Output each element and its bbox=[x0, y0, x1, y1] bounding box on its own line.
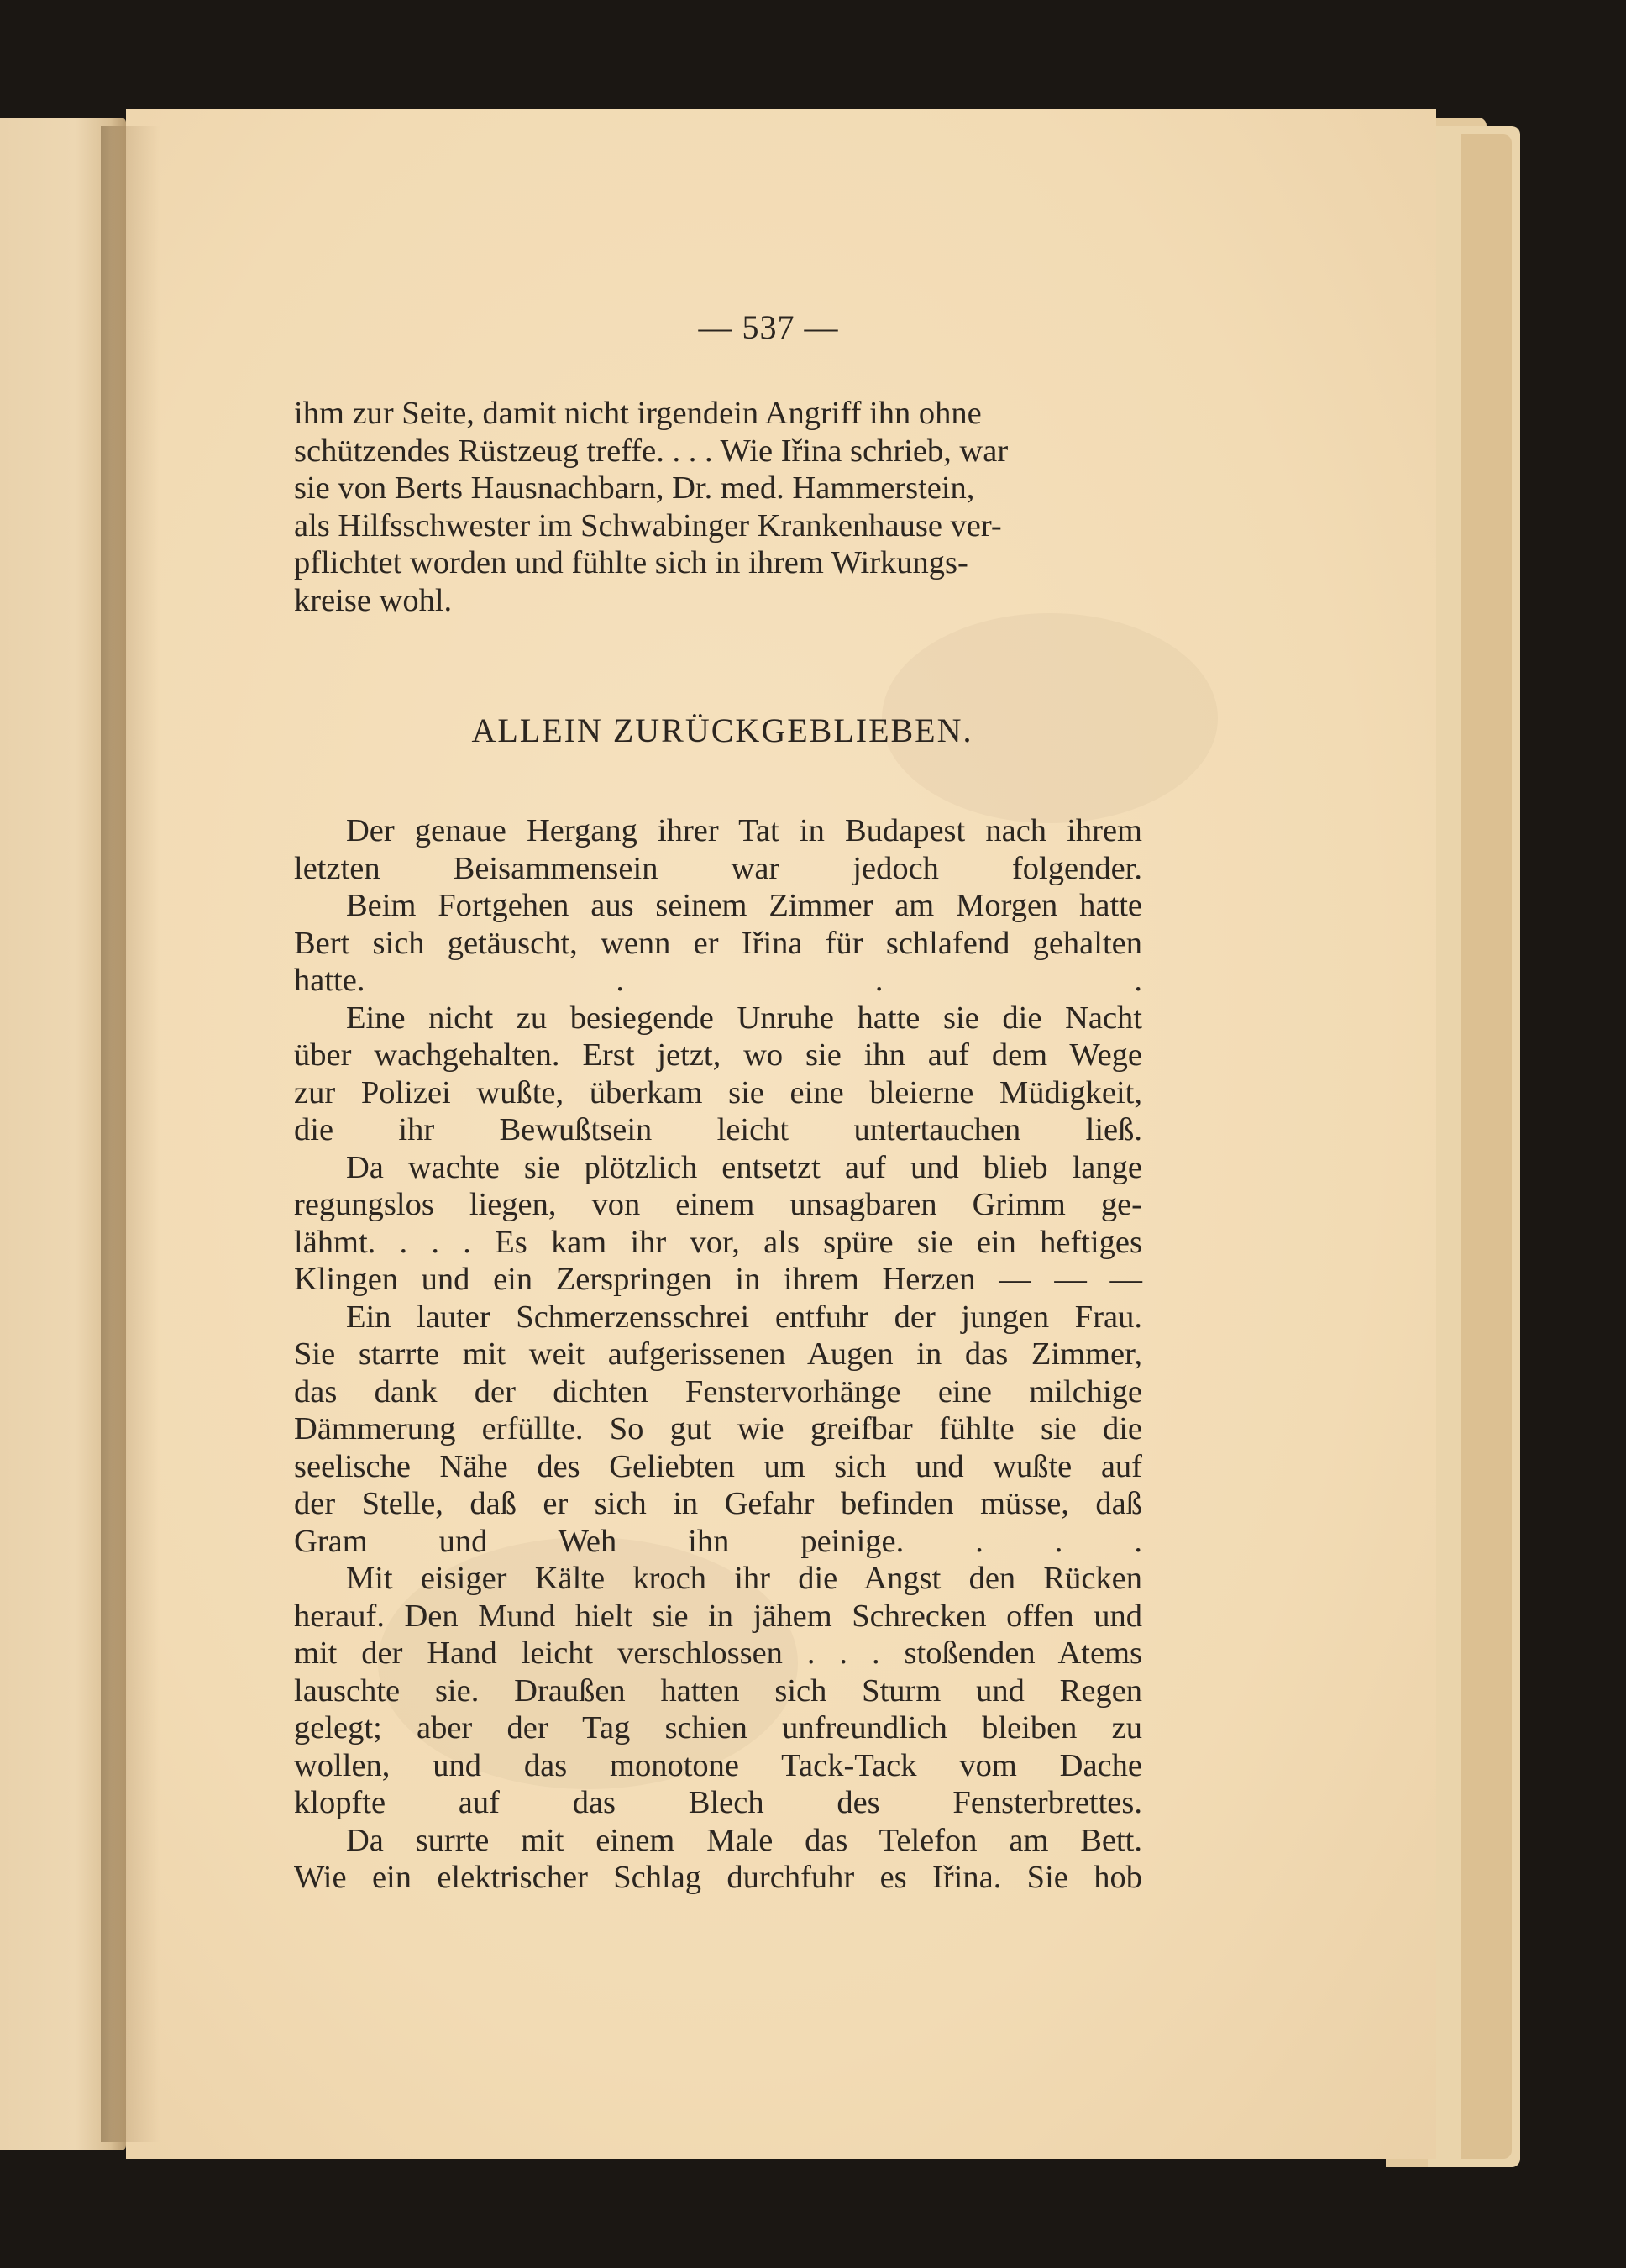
text-line: zur Polizei wußte, überkam sie eine bleierne Müdigkeit, bbox=[294, 1074, 1142, 1110]
text-line: Mit eisiger Kälte kroch ihr die Angst den Rücken bbox=[346, 1561, 1142, 1596]
text-line: schützendes Rüstzeug treffe. . . . Wie Iřina schrieb, war bbox=[294, 433, 1009, 469]
text-line: klopfte auf das Blech des Fensterbrettes. bbox=[294, 1785, 1142, 1820]
paragraph bbox=[294, 1299, 1142, 1561]
text-line: pflichtet worden und fühlte sich in ihrem Wirkungs- bbox=[294, 545, 968, 580]
text-line: Der genaue Hergang ihrer Tat in Budapest nach ihrem bbox=[346, 813, 1142, 848]
text-line: über wachgehalten. Erst jetzt, wo sie ihn auf dem Wege bbox=[294, 1037, 1142, 1073]
text-line: hatte. . . . bbox=[294, 963, 1142, 998]
page-stack-edge bbox=[1461, 134, 1512, 2159]
text-line: Da wachte sie plötzlich entsetzt auf und blieb lange bbox=[346, 1149, 1142, 1185]
text-block bbox=[294, 302, 1142, 1897]
paragraph-group-2 bbox=[294, 812, 1142, 1897]
text-line: Klingen und ein Zerspringen in ihrem Herzen — — — bbox=[294, 1262, 1142, 1297]
paragraph bbox=[294, 1822, 1142, 1897]
page-number: — 537 — bbox=[698, 308, 839, 346]
paragraph bbox=[294, 1000, 1142, 1149]
paragraph bbox=[294, 395, 1142, 619]
paragraph bbox=[294, 1560, 1142, 1822]
text-line: Gram und Weh ihn peinige. . . . bbox=[294, 1523, 1142, 1559]
text-line: als Hilfsschwester im Schwabinger Krankenhause ver- bbox=[294, 507, 1002, 543]
chapter-heading: ALLEIN ZURÜCKGEBLIEBEN. bbox=[471, 711, 973, 749]
text-line: die ihr Bewußtsein leicht untertauchen ließ. bbox=[294, 1112, 1142, 1147]
text-line: seelische Nähe des Geliebten um sich und wußte auf bbox=[294, 1448, 1142, 1484]
text-line: regungslos liegen, von einem unsagbaren Grimm ge- bbox=[294, 1187, 1142, 1222]
text-line: sie von Berts Hausnachbarn, Dr. med. Hammerstein, bbox=[294, 470, 975, 506]
text-line: Da surrte mit einem Male das Telefon am Bett. bbox=[346, 1822, 1142, 1858]
text-line: der Stelle, daß er sich in Gefahr befinden müsse, daß bbox=[294, 1486, 1142, 1521]
text-line: Bert sich getäuscht, wenn er Iřina für schlafend gehalten bbox=[294, 925, 1142, 961]
paragraph bbox=[294, 887, 1142, 1000]
gutter-shadow bbox=[101, 126, 160, 2142]
text-line: Wie ein elektrischer Schlag durchfuhr es Iřina. Sie hob bbox=[294, 1860, 1142, 1895]
text-line: Dämmerung erfüllte. So gut wie greifbar fühlte sie die bbox=[294, 1411, 1142, 1446]
paragraph bbox=[294, 812, 1142, 887]
paragraph bbox=[294, 1149, 1142, 1299]
text-line: das dank der dichten Fenstervorhänge eine milchige bbox=[294, 1373, 1142, 1410]
text-line: gelegt; aber der Tag schien unfreundlich bleiben zu bbox=[294, 1710, 1142, 1746]
text-line: ihm zur Seite, damit nicht irgendein Angriff ihn ohne bbox=[294, 396, 982, 431]
text-line: lauschte sie. Draußen hatten sich Sturm und Regen bbox=[294, 1672, 1142, 1709]
text-line: herauf. Den Mund hielt sie in jähem Schrecken offen und bbox=[294, 1598, 1142, 1634]
text-line: Ein lauter Schmerzensschrei entfuhr der jungen Frau. bbox=[346, 1299, 1142, 1335]
text-line: Sie starrte mit weit aufgerissenen Augen in das Zimmer, bbox=[294, 1336, 1142, 1372]
text-line: letzten Beisammensein war jedoch folgender. bbox=[294, 850, 1142, 886]
text-line: wollen, und das monotone Tack-Tack vom Dache bbox=[294, 1747, 1142, 1783]
text-line: Eine nicht zu besiegende Unruhe hatte sie die Nacht bbox=[346, 1000, 1142, 1036]
text-line: lähmt. . . . Es kam ihr vor, als spüre sie ein heftiges bbox=[294, 1224, 1142, 1260]
text-line: Beim Fortgehen aus seinem Zimmer am Morgen hatte bbox=[346, 888, 1142, 923]
paragraph-group-1 bbox=[294, 395, 1142, 619]
text-line: mit der Hand leicht verschlossen . . . stoßenden Atems bbox=[294, 1635, 1142, 1671]
text-line: kreise wohl. bbox=[294, 582, 453, 618]
